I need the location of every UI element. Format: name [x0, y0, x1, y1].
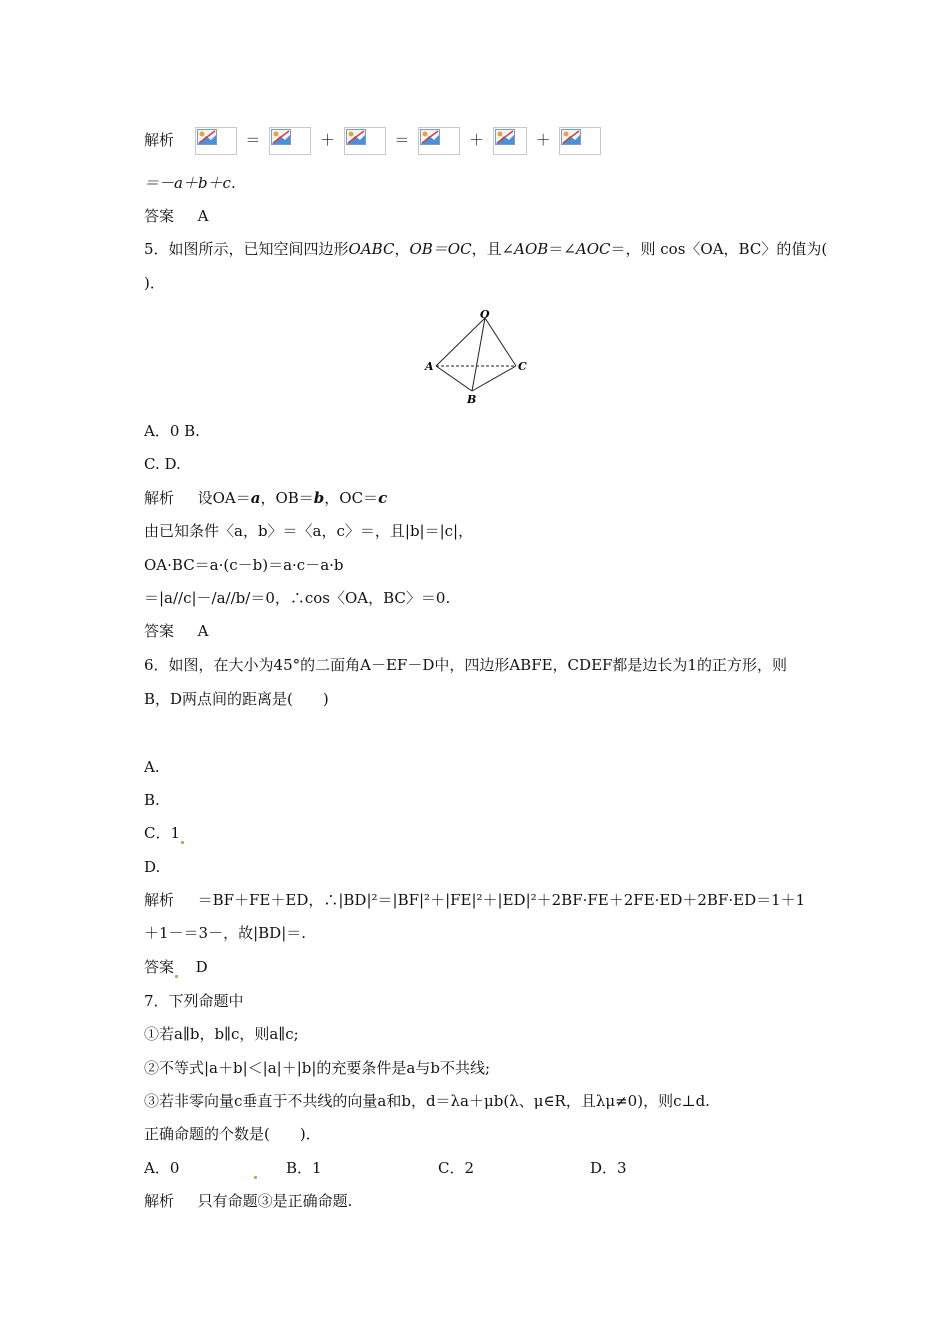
broken-image-icon	[344, 127, 386, 155]
solution-label: 解析	[144, 489, 175, 507]
broken-image-icon	[493, 127, 527, 155]
q5-solution-part: ，OB＝	[260, 489, 314, 507]
q7-question: 正确命题的个数是( )．	[144, 1125, 321, 1143]
q5-solution-3: OA·BC＝a·(c－b)＝a·c－a·b	[144, 556, 344, 574]
q5-solution-4: ＝|a//c|－/a//b/＝0，∴cos〈OA，BC〉＝0.	[144, 589, 451, 607]
q5-stem-part: ，	[394, 240, 410, 258]
broken-image-icon	[195, 127, 237, 155]
q6-option-c	[144, 822, 184, 844]
q7-option-c: C．2	[438, 1159, 475, 1177]
vertex-label-a: A	[425, 360, 434, 373]
q7-item-3: ③若非零向量c垂直于不共线的向量a和b，d＝λa＋μb(λ、μ∈R，且λμ≠0)，则c⊥d.	[144, 1092, 710, 1110]
q5-stem-part: ，且∠	[471, 240, 515, 258]
q5-options-cd: C. D.	[144, 455, 181, 473]
q5-stem-part: ＝∠	[548, 240, 576, 258]
q6-stem-2: B，D两点间的距离是( )	[144, 690, 329, 708]
solution-label: 解析	[144, 1192, 175, 1210]
mark-dot-wrap	[253, 1157, 257, 1179]
q4-answer	[144, 205, 208, 227]
q7-item-1: ①若a∥b，b∥c，则a∥c;	[144, 1025, 299, 1043]
vertex-label-o: O	[480, 308, 490, 321]
answer-label: 答案	[144, 207, 175, 225]
q5-stem	[144, 238, 827, 260]
q5-solution-part: a	[250, 489, 261, 507]
answer-value: A	[197, 622, 209, 640]
q4-analysis-result: ＝－a＋b＋c.	[144, 174, 236, 192]
q7-option-a: A．0	[144, 1159, 180, 1177]
q6-option-a: A.	[144, 758, 160, 776]
mark-dot	[181, 841, 184, 844]
mark-dot	[175, 975, 178, 978]
answer-label: 答案	[144, 958, 175, 976]
q5-solution-1	[144, 487, 387, 509]
q4-analysis-label: 解析	[144, 131, 175, 149]
q6-solution-text: ＝BF＋FE＋ED，∴|BD|²＝|BF|²＋|FE|²＋|ED|²＋2BF·FE＋2FE·ED＋2BF·ED＝1＋1	[197, 891, 806, 909]
q5-stem-part: 5．如图所示，已知空间四边形	[144, 240, 349, 258]
q6-option-d: D.	[144, 858, 161, 876]
q5-solution-part: c	[378, 489, 388, 507]
plus-sign: ＋	[319, 131, 335, 149]
q5-stem-part: OABC	[348, 240, 395, 258]
q6-option-b: B.	[144, 791, 160, 809]
broken-image-icon	[418, 127, 460, 155]
q5-solution-2: 由已知条件〈a，b〉＝〈a，c〉＝，且|b|＝|c|，	[144, 522, 474, 540]
q7-item-2: ②不等式|a＋b|＜|a|＋|b|的充要条件是a与b不共线;	[144, 1059, 491, 1077]
vertex-label-b: B	[467, 393, 477, 406]
q7-solution	[144, 1190, 352, 1212]
q5-options-ab: A．0 B.	[144, 422, 200, 440]
vertex-label-c: C	[518, 360, 527, 373]
q5-stem-end: )．	[144, 274, 165, 292]
broken-image-icon	[269, 127, 311, 155]
q7-option-d: D．3	[590, 1159, 627, 1177]
q6-option-c-text: C．1	[144, 824, 181, 842]
q7-solution-text: 只有命题③是正确命题.	[197, 1192, 353, 1210]
q6-stem-1: 6．如图，在大小为45°的二面角A－EF－D中，四边形ABFE，CDEF都是边长为1的正方形，则	[144, 656, 787, 674]
answer-label: 答案	[144, 622, 175, 640]
q5-solution-part: 设OA＝	[197, 489, 251, 507]
equals-sign: ＝	[245, 131, 261, 149]
tetrahedron-figure	[420, 306, 530, 406]
q5-solution-part: b	[313, 489, 325, 507]
q5-stem-part: OB＝OC	[409, 240, 472, 258]
q5-stem-part: ＝，则 cos〈OA，BC〉的值为(	[610, 240, 828, 258]
q6-solution-1	[144, 889, 805, 911]
q4-analysis-line	[144, 127, 604, 155]
plus-sign: ＋	[469, 131, 485, 149]
q5-stem-part: AOC	[575, 240, 611, 258]
q5-stem-part: AOB	[514, 240, 549, 258]
q7-option-b: B．1	[286, 1159, 322, 1177]
q6-solution-2: ＋1－＝3－，故|BD|＝.	[144, 924, 307, 942]
q6-answer	[144, 956, 208, 978]
q5-answer	[144, 620, 208, 642]
mark-dot	[254, 1176, 257, 1179]
answer-value: A	[197, 207, 209, 225]
q5-solution-part: ，OC＝	[324, 489, 379, 507]
solution-label: 解析	[144, 891, 175, 909]
broken-image-icon	[559, 127, 601, 155]
q7-stem: 7．下列命题中	[144, 992, 244, 1010]
answer-value: D	[195, 958, 208, 976]
equals-sign: ＝	[394, 131, 410, 149]
plus-sign: ＋	[535, 131, 551, 149]
